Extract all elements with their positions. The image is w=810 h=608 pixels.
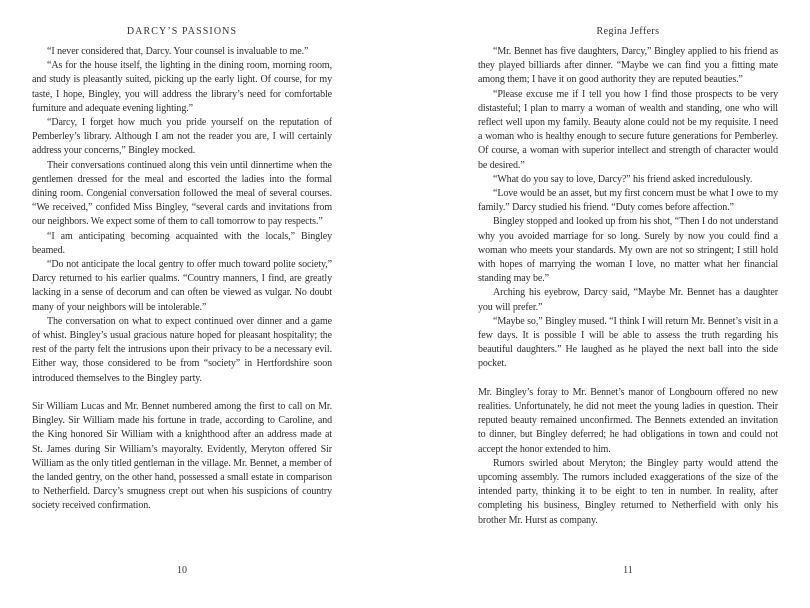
paragraph: Rumors swirled about Meryton; the Bingley party would attend the upcoming assembly. The rumors included exaggerations of the size of the intended party, thinking it to be eight to ten in number. In reality, after completing his business, Bingley returned to Netherfield with only his brother Mr. Hurst as company.	[478, 457, 778, 526]
left-page-body	[32, 45, 332, 514]
paragraph: “Darcy, I forget how much you pride yourself on the reputation of Pemberley’s library. Although I am not the reader you are, I will certainly address your concerns,” Bingley mocked.	[32, 117, 332, 157]
right-page-number: 11	[623, 565, 633, 576]
right-page-body	[478, 45, 778, 528]
paragraph: “I am anticipating becoming acquainted with the locals,” Bingley beamed.	[32, 230, 332, 256]
paragraph: “Please excuse me if I tell you how I find those prospects to be very distasteful; I plan to marry a woman of wealth and standing, one who will reflect well upon my family. Beauty alone could not be my requisite. I need a woman who is healthy enough to secure future generations for Pemberley. Of course, a woman with superior intellect and strength of character would be desired.”	[478, 88, 778, 171]
paragraph: “Maybe so,” Bingley mused. “I think I will return Mr. Bennet’s visit in a few days. It is possible I will be able to assess the truth regarding his beautiful daughters.” He laughed as he played the next ball into the side pocket.	[478, 315, 778, 370]
paragraph: “Mr. Bennet has five daughters, Darcy,” Bingley applied to his friend as they played billiards after dinner. “Maybe we can find you a fitting mate among them; I have it on good authority they are reputed beauties.”	[478, 46, 778, 86]
right-page	[478, 0, 778, 608]
right-running-header: Regina Jeffers	[596, 26, 660, 37]
left-running-header: DARCY’S PASSIONS	[126, 26, 238, 37]
paragraph: Mr. Bingley’s foray to Mr. Bennet’s manor of Longbourn offered no new realities. Unfortunately, he did not meet the young ladies in question. Their reputed beauty remained unconfirmed. The Bennets extended an invitation to dinner, but Bingley deferred; he had obligations in town and could not accept the honor extended to him.	[478, 386, 778, 455]
left-page	[32, 0, 332, 608]
paragraph: “Do not anticipate the local gentry to offer much toward polite society,” Darcy returned to his earlier qualms. “Country manners, I find, are greatly lacking in a sense of decorum and can often be viewed as vulgar. No doubt many of your neighbors will be intolerable.”	[32, 259, 332, 313]
paragraph: “What do you say to love, Darcy?” his friend asked incredulously.	[493, 173, 753, 185]
paragraph: “Love would be an asset, but my first concern must be what I owe to my family.” Darcy studied his friend. “Duty comes before affection.”	[478, 188, 778, 214]
paragraph: “As for the house itself, the lighting in the dining room, morning room, and study is pleasantly suited, picking up the early light. Of course, for my taste, I hope, Bingley, you will address the library’s need for comfortable furniture and adequate evening lighting.”	[32, 60, 332, 114]
paragraph: “I never considered that, Darcy. Your counsel is invaluable to me.”	[47, 46, 309, 57]
paragraph: Arching his eyebrow, Darcy said, “Maybe Mr. Bennet has a daughter you will prefer.”	[478, 287, 778, 313]
paragraph: The conversation on what to expect continued over dinner and a game of whist. Bingley’s usual gracious nature hoped for pleasant hospitality; the rest of the party felt the intrusions upon their privacy to be a necessary evil. Either way, those considered to be from “society” in Hertfordshire soon introduced themselves to the Bingley party.	[32, 315, 332, 384]
paragraph: Sir William Lucas and Mr. Bennet numbered among the first to call on Mr. Bingley. Sir William made his fortune in trade, according to Caroline, and the King honored Sir William with a knighthood after an address made at St. James during Sir William’s mayoralty. Evidently, Meryton offered Sir William as the only titled gentleman in the village. Mr. Bennet, a member of the landed gentry, on the other hand, possessed a small estate in comparison to Netherfield. Darcy’s smugness crept out when his suspicions of country society received confirmation.	[32, 401, 332, 512]
left-page-number: 10	[177, 565, 187, 576]
paragraph: Their conversations continued along this vein until dinnertime when the gentlemen dressed for the meal and escorted the ladies into the formal dining room. Congenial conversation followed the meal of several courses. “We received,” confided Miss Bingley, “several cards and invitations from our neighbors. We expect some of them to call tomorrow to pay respects.”	[32, 159, 332, 228]
paragraph: Bingley stopped and looked up from his shot, “Then I do not understand why you avoided marriage for so long. Surely by now you could find a woman who meets your standards. My own are not so stringent; I still hold with hopes of marrying the woman I love, no matter what her financial standing may be.”	[478, 216, 778, 285]
